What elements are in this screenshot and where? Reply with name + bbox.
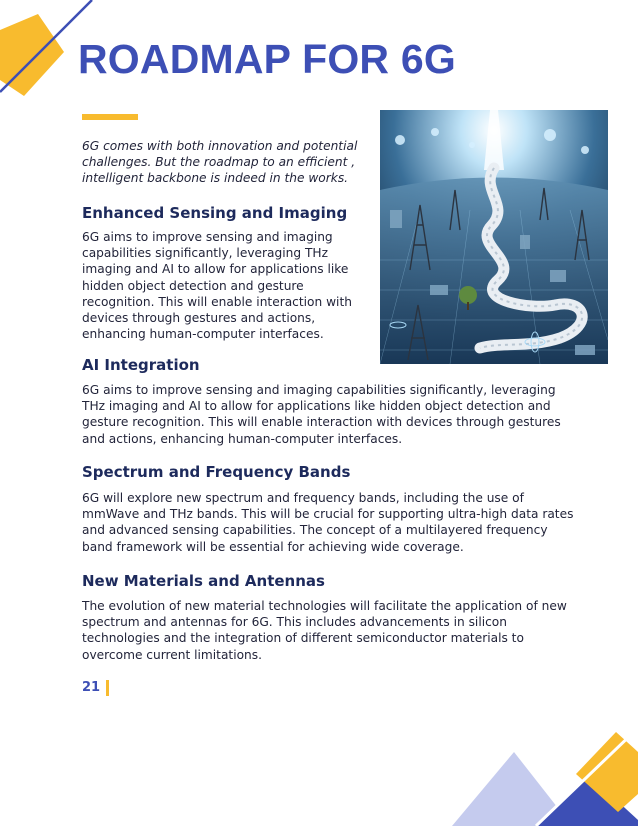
page-title: ROADMAP FOR 6G: [78, 36, 456, 82]
page-number-bar: [106, 680, 109, 696]
corner-decoration-bottom-right: [440, 724, 638, 826]
page-number: 21: [82, 680, 101, 695]
intro-text: 6G comes with both innovation and potential challenges. But the roadmap to an efficient , intelligent backbone is indeed in the works.: [82, 139, 358, 186]
roadmap-illustration: [380, 110, 608, 364]
section-body-spectrum: 6G will explore new spectrum and frequency bands, including the use of mmWave and THz bands. This will be crucial for supporting ultra-high data rates and advanced sensing capabilities. The concept of a multilayered frequency band framework will be essential for achieving wide coverage.: [82, 491, 574, 554]
section-heading-enhanced-sensing: Enhanced Sensing and Imaging: [82, 204, 348, 222]
section-heading-spectrum: Spectrum and Frequency Bands: [82, 463, 351, 481]
title-accent-bar: [82, 114, 138, 120]
section-body-ai-integration: 6G aims to improve sensing and imaging capabilities significantly, leveraging THz imaging and AI to allow for applications like hidden object detection and gesture recognition. This will enable interaction with devices through gestures and actions, enhancing human-computer interfaces.: [82, 383, 561, 446]
section-heading-materials: New Materials and Antennas: [82, 572, 325, 590]
section-body-enhanced-sensing: 6G aims to improve sensing and imaging capabilities significantly, leveraging THz imaging and AI to allow for applications like hidden object detection and gesture recognition. This will enable interaction with devices through gestures and actions, enhancing human-computer interfaces.: [82, 230, 352, 342]
section-heading-ai-integration: AI Integration: [82, 356, 200, 374]
section-body-materials: The evolution of new material technologies will facilitate the application of new spectrum and antennas for 6G. This includes advancements in silicon technologies and the integration of different semiconductor materials to overcome current limitations.: [82, 599, 567, 662]
